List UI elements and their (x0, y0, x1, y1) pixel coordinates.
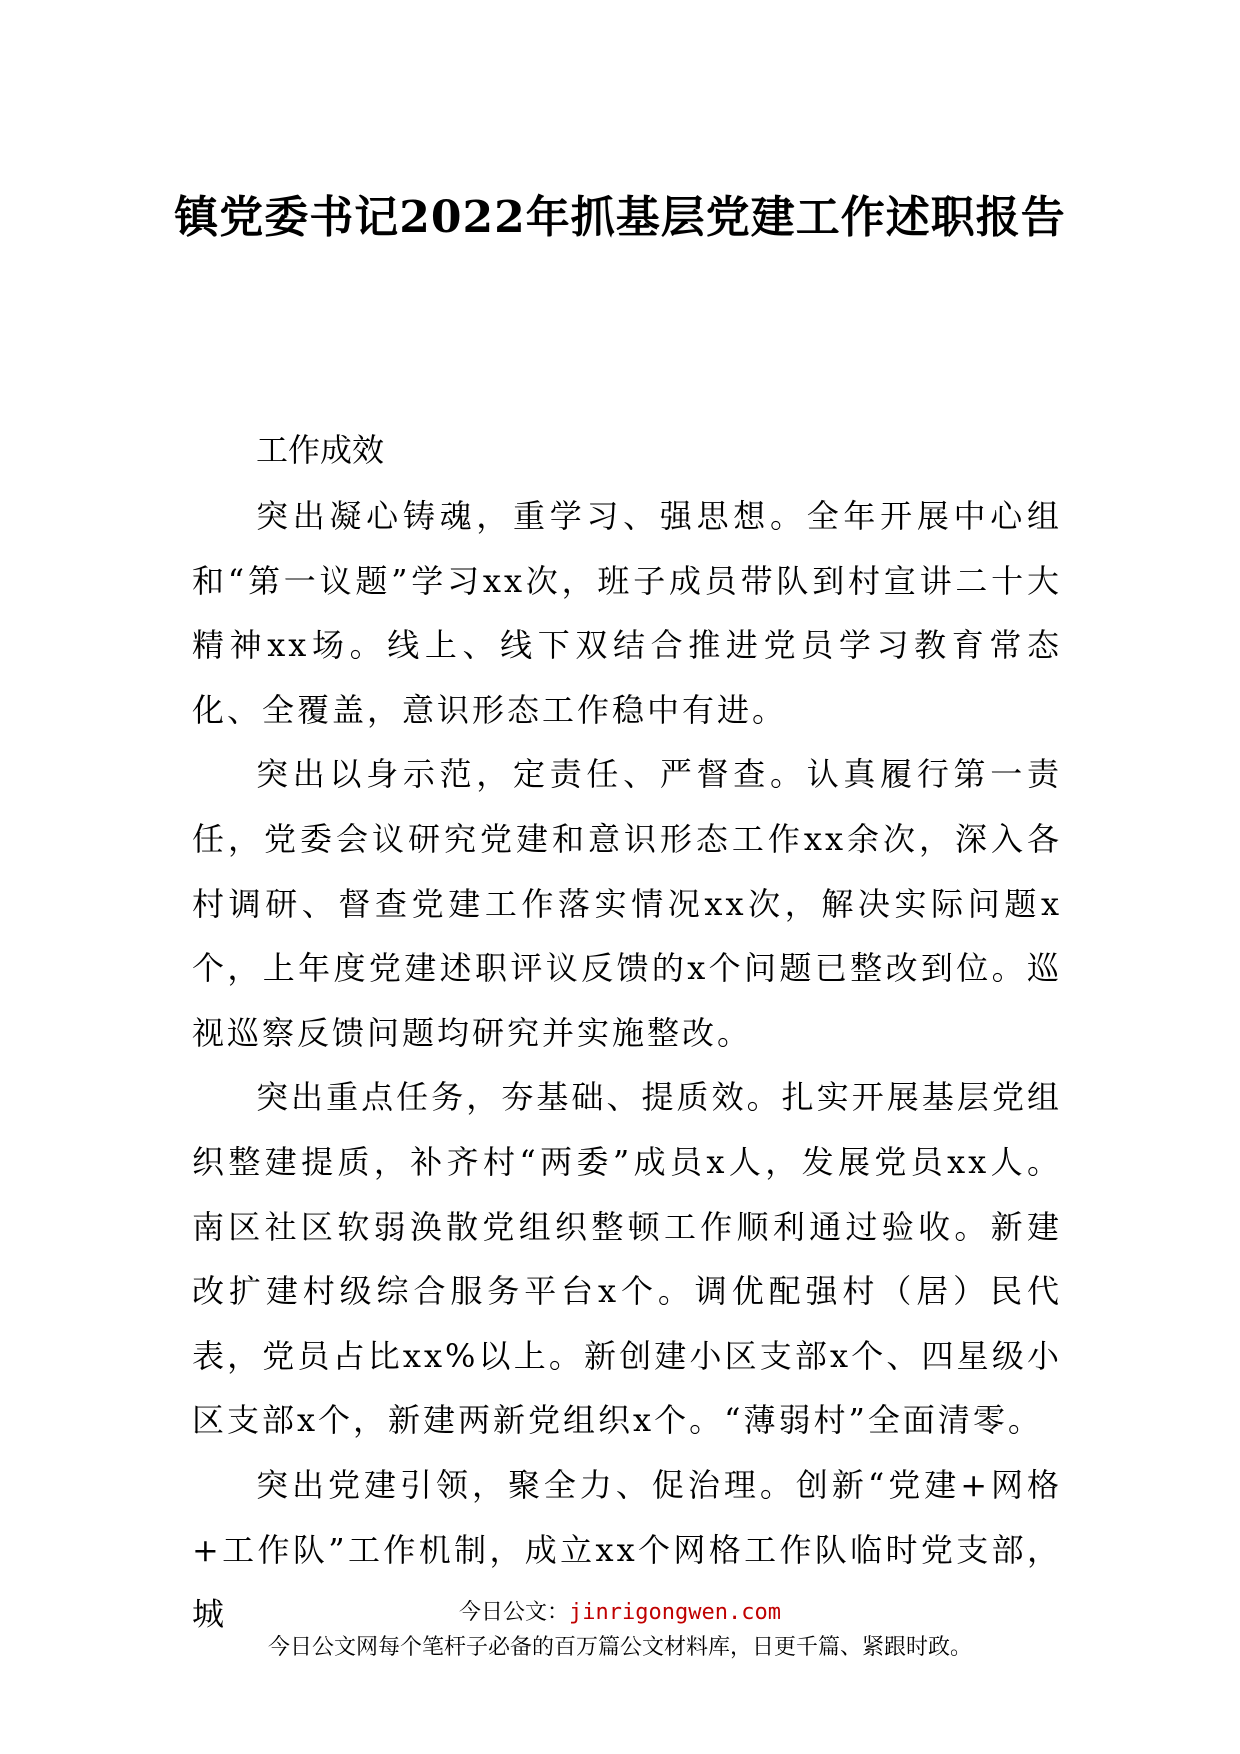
document-body (192, 418, 1062, 1647)
document-title: 镇党委书记2022年抓基层党建工作述职报告 (174, 192, 1066, 243)
footer-site-label: 今日公文： (459, 1600, 570, 1625)
paragraph-study: 突出凝心铸魂，重学习、强思想。全年开展中心组和“第一议题”学习xx次，班子成员带队到村宣讲二十大精神xx场。线上、线下双结合推进党员学习教育常态化、全覆盖，意识形态工作稳中有进。 (192, 497, 1062, 729)
paragraph-foundation: 突出重点任务，夯基础、提质效。扎实开展基层党组织整建提质，补齐村“两委”成员x人，发展党员xx人。南区社区软弱涣散党组织整顿工作顺利通过验收。新建改扩建村级综合服务平台x个。调优配强村（居）民代表，党员占比xx%以上。新创建小区支部x个、四星级小区支部x个，新建两新党组织x个。“薄弱村”全面清零。 (192, 1078, 1062, 1440)
paragraph-supervision: 突出以身示范，定责任、严督查。认真履行第一责任，党委会议研究党建和意识形态工作xx余次，深入各村调研、督查党建工作落实情况xx次，解决实际问题x个，上年度党建述职评议反馈的x个问题已整改到位。巡视巡察反馈问题均研究并实施整改。 (192, 755, 1062, 1052)
section-heading: 工作成效 (256, 431, 385, 469)
footer-site-url: jinrigongwen.com (569, 1600, 781, 1625)
footer-slogan: 今日公文网每个笔杆子必备的百万篇公文材料库，日更千篇、紧跟时政。 (267, 1635, 972, 1660)
footer-site (0, 1598, 1240, 1628)
paragraph-governance: 突出党建引领，聚全力、促治理。创新“党建+网格+工作队”工作机制，成立xx个网格工作队临时党支部，城 (192, 1465, 1062, 1634)
